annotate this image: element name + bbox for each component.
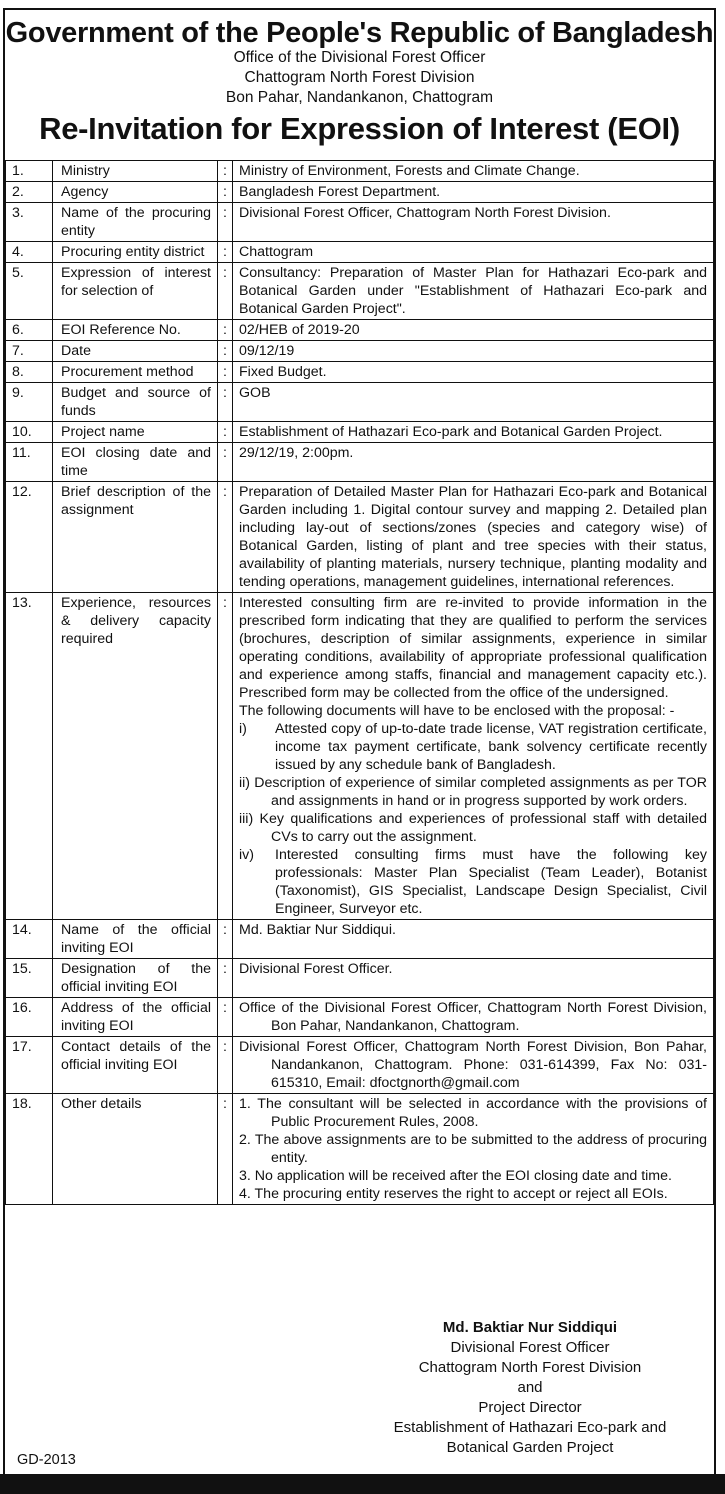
row-label: EOI closing date and time (53, 443, 218, 482)
footer-code: GD-2013 (17, 1452, 76, 1468)
signatory-name: Md. Baktiar Nur Siddiqui (442, 1319, 618, 1336)
row-label: Agency (53, 182, 218, 203)
row-label: Name of the procuring entity (53, 203, 218, 242)
row-number: 14. (6, 920, 53, 959)
row-colon: : (218, 593, 233, 920)
row-label: Contact details of the official inviting EOI (53, 1037, 218, 1094)
row-value: Divisional Forest Officer, Chattogram North Forest Division. (233, 203, 714, 242)
table-row (6, 320, 714, 341)
row-number: 8. (6, 362, 53, 383)
document-item (239, 720, 707, 774)
document-item (239, 846, 707, 918)
row-number: 10. (6, 422, 53, 443)
row-value: Consultancy: Preparation of Master Plan for Hathazari Eco-park and Botanical Garden under "Establishment of Hathazari Eco-park and Botanical Garden Project". (233, 263, 714, 320)
row-number: 15. (6, 959, 53, 998)
row-number: 3. (6, 203, 53, 242)
row-label: Designation of the official inviting EOI (53, 959, 218, 998)
row-number: 12. (6, 482, 53, 593)
other-detail-item: 1. The consultant will be selected in accordance with the provisions of Public Procurement Rules, 2008. (239, 1096, 707, 1130)
row-value: Chattogram (233, 242, 714, 263)
table-row (6, 203, 714, 242)
document-marker: i) (239, 721, 247, 737)
row-colon: : (218, 920, 233, 959)
row-colon: : (218, 383, 233, 422)
table-row (6, 242, 714, 263)
row-colon: : (218, 362, 233, 383)
row-label: Date (53, 341, 218, 362)
notice-title: Re-Invitation for Expression of Interest (EOI) (39, 111, 680, 146)
table-row (6, 959, 714, 998)
row-label: Procurement method (53, 362, 218, 383)
signature-block (380, 1318, 680, 1458)
table-row (6, 443, 714, 482)
row-label: Procuring entity district (53, 242, 218, 263)
row-colon: : (218, 320, 233, 341)
row-number: 18. (6, 1094, 53, 1205)
office-line: Office of the Divisional Forest Officer (233, 49, 486, 66)
row-value: 09/12/19 (233, 341, 714, 362)
row-label: Experience, resources & delivery capacity required (53, 593, 218, 920)
signatory-division: Chattogram North Forest Division (418, 1359, 642, 1376)
document-item: iii) Key qualifications and experiences of professional staff with detailed CVs to carry out the assignment. (239, 811, 707, 845)
table-row (6, 1037, 714, 1094)
government-heading: Government of the People's Republic of Bangladesh (5, 17, 714, 49)
row-number: 4. (6, 242, 53, 263)
document-marker: iv) (239, 847, 254, 863)
document-text: Attested copy of up-to-date trade license, VAT registration certificate, income tax payment certificate, bank solvency certificate recently issued by any schedule bank of Bangladesh. (275, 721, 707, 773)
row-colon: : (218, 422, 233, 443)
row-value-other-details (233, 1094, 714, 1205)
signatory-and: and (517, 1379, 543, 1396)
row-colon: : (218, 482, 233, 593)
address-line: Bon Pahar, Nandankanon, Chattogram (225, 89, 494, 106)
other-detail-item: 2. The above assignments are to be submitted to the address of procuring entity. (239, 1132, 707, 1166)
row-colon: : (218, 203, 233, 242)
document-item: ii) Description of experience of similar completed assignments as per TOR and assignments in hand or in progress supported by work orders. (239, 775, 707, 809)
row-label: Budget and source of funds (53, 383, 218, 422)
row-number: 11. (6, 443, 53, 482)
row-number: 5. (6, 263, 53, 320)
row-value (233, 998, 714, 1037)
row-colon: : (218, 341, 233, 362)
notice-header (5, 18, 714, 146)
table-row (6, 362, 714, 383)
table-row (6, 422, 714, 443)
row-value: 29/12/19, 2:00pm. (233, 443, 714, 482)
signatory-project: Botanical Garden Project (446, 1439, 614, 1456)
row-colon: : (218, 1094, 233, 1205)
table-row (6, 341, 714, 362)
table-row (6, 1094, 714, 1205)
row-number: 2. (6, 182, 53, 203)
row-label: Expression of interest for selection of (53, 263, 218, 320)
row-number: 7. (6, 341, 53, 362)
row-number: 6. (6, 320, 53, 341)
table-row (6, 998, 714, 1037)
document-text: Interested consulting firms must have the following key professionals: Master Plan Specialist (Team Leader), Botanist (Taxonomist), GIS Specialist, Landscape Design Specialist, Civil Engineer, Surveyor etc. (275, 847, 707, 917)
row-value: Preparation of Detailed Master Plan for Hathazari Eco-park and Botanical Garden including 1. Digital contour survey and mapping 2. Detailed plan including lay-out of sections/zones (species and category wise) of Botanical Garden, listing of plant and tree species with their status, availability of planting materials, nursery technique, planting modality and tending operations, management guidelines, international references. (233, 482, 714, 593)
row-value: 02/HEB of 2019-20 (233, 320, 714, 341)
row-colon: : (218, 1037, 233, 1094)
row-value-experience (233, 593, 714, 920)
documents-intro: The following documents will have to be enclosed with the proposal: - (239, 703, 675, 719)
row-number: 16. (6, 998, 53, 1037)
table-row (6, 161, 714, 182)
row-colon: : (218, 998, 233, 1037)
other-detail-item: 4. The procuring entity reserves the right to accept or reject all EOIs. (239, 1186, 668, 1202)
table-row (6, 263, 714, 320)
row-label: Ministry (53, 161, 218, 182)
row-label: Other details (53, 1094, 218, 1205)
row-value: Divisional Forest Officer. (233, 959, 714, 998)
scan-border (0, 1474, 725, 1494)
row-label: Project name (53, 422, 218, 443)
row-number: 1. (6, 161, 53, 182)
row-colon: : (218, 182, 233, 203)
table-row (6, 383, 714, 422)
row-colon: : (218, 443, 233, 482)
table-row (6, 182, 714, 203)
row-label: EOI Reference No. (53, 320, 218, 341)
address-text: Office of the Divisional Forest Officer, Chattogram North Forest Division, Bon Pahar, Nandankanon, Chattogram. (239, 1000, 707, 1034)
row-value: Establishment of Hathazari Eco-park and Botanical Garden Project. (233, 422, 714, 443)
row-value: Ministry of Environment, Forests and Climate Change. (233, 161, 714, 182)
row-colon: : (218, 161, 233, 182)
division-line: Chattogram North Forest Division (244, 69, 475, 86)
row-label: Address of the official inviting EOI (53, 998, 218, 1037)
row-colon: : (218, 263, 233, 320)
row-colon: : (218, 242, 233, 263)
row-label: Name of the official inviting EOI (53, 920, 218, 959)
row-label: Brief description of the assignment (53, 482, 218, 593)
experience-intro: Interested consulting firm are re-invited to provide information in the prescribed form indicating that they are qualified to perform the services (brochures, description of similar assignments, experience in similar operating conditions, availability of appropriate professional qualification and experience among staffs, financial and management capacity etc.). Prescribed form may be collected from the office of the undersigned. (239, 595, 707, 701)
contact-text: Divisional Forest Officer, Chattogram North Forest Division, Bon Pahar, Nandankanon, Chattogram. Phone: 031-614399, Fax No: 031-615310, Email: dfoctgnorth@gmail.com (239, 1039, 707, 1091)
row-value: Fixed Budget. (233, 362, 714, 383)
row-number: 17. (6, 1037, 53, 1094)
table-row (6, 593, 714, 920)
row-value: Md. Baktiar Nur Siddiqui. (233, 920, 714, 959)
row-value (233, 1037, 714, 1094)
signatory-project: Establishment of Hathazari Eco-park and (393, 1419, 667, 1436)
row-number: 13. (6, 593, 53, 920)
row-value: GOB (233, 383, 714, 422)
eoi-notice (3, 8, 716, 1474)
signatory-designation: Divisional Forest Officer (450, 1339, 610, 1356)
row-number: 9. (6, 383, 53, 422)
row-value: Bangladesh Forest Department. (233, 182, 714, 203)
row-colon: : (218, 959, 233, 998)
table-row (6, 920, 714, 959)
other-detail-item: 3. No application will be received after the EOI closing date and time. (239, 1168, 672, 1184)
eoi-table (5, 160, 714, 1205)
table-row (6, 482, 714, 593)
signatory-role: Project Director (478, 1399, 582, 1416)
